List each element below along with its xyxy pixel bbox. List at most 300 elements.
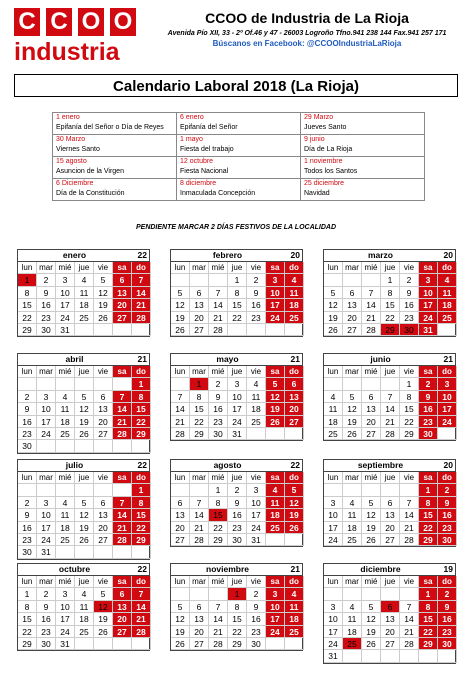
holiday-name: Todos los Santos	[304, 168, 358, 175]
day-grid	[171, 366, 302, 440]
day-cell: 21	[113, 416, 132, 428]
day-cell: 2	[18, 391, 37, 403]
empty-day-cell	[285, 324, 304, 336]
day-cell: 13	[113, 287, 132, 299]
day-cell: 15	[132, 403, 151, 415]
month-workdays: 20	[443, 460, 453, 470]
weekday-label: mié	[362, 262, 381, 274]
day-cell: 7	[362, 287, 381, 299]
day-cell: 7	[381, 391, 400, 403]
holiday-cell	[53, 157, 177, 179]
day-cell: 26	[324, 324, 343, 336]
day-cell: 30	[37, 638, 56, 650]
weekday-label: mar	[37, 366, 56, 378]
day-cell: 4	[75, 274, 94, 286]
day-cell: 2	[228, 484, 247, 496]
org-address: Avenida Pío XII, 33 - 2º Of.46 y 47 - 26003 Logroño Tfno.941 238 144 Fax.941 257 171	[167, 30, 447, 37]
holiday-date: 12 octubre	[180, 158, 214, 165]
weekday-label: vie	[94, 262, 113, 274]
day-cell: 19	[171, 312, 190, 324]
day-cell: 3	[56, 274, 75, 286]
holiday-date: 6 Diciembre	[56, 180, 94, 187]
day-cell: 13	[94, 403, 113, 415]
day-cell: 29	[132, 428, 151, 440]
logo-word: industria	[14, 38, 120, 66]
empty-day-cell	[324, 588, 343, 600]
day-cell: 21	[209, 312, 228, 324]
empty-day-cell	[381, 650, 400, 662]
logo-letter: O	[81, 8, 101, 35]
day-cell: 30	[438, 534, 457, 546]
holiday-name: Viernes Santo	[56, 146, 100, 153]
header	[0, 0, 474, 70]
day-cell: 4	[266, 484, 285, 496]
month-abril	[17, 353, 150, 454]
day-cell: 17	[324, 522, 343, 534]
holiday-cell	[177, 179, 301, 201]
empty-day-cell	[75, 440, 94, 452]
empty-day-cell	[438, 428, 457, 440]
day-cell: 15	[209, 509, 228, 521]
day-cell: 28	[113, 534, 132, 546]
weekday-label: sa	[266, 576, 285, 588]
holiday-date: 30 Marzo	[56, 136, 86, 143]
day-cell: 28	[400, 638, 419, 650]
weekday-label: jue	[381, 366, 400, 378]
day-cell: 14	[190, 509, 209, 521]
holiday-name: Fiesta del trabajo	[180, 146, 234, 153]
day-grid	[18, 576, 149, 650]
org-title: CCOO de Industria de La Rioja	[205, 10, 409, 26]
day-cell: 16	[419, 403, 438, 415]
day-cell: 13	[190, 299, 209, 311]
day-cell: 6	[381, 601, 400, 613]
day-cell: 22	[18, 626, 37, 638]
month-workdays: 22	[137, 250, 147, 260]
day-cell: 16	[228, 509, 247, 521]
empty-day-cell	[362, 484, 381, 496]
day-cell: 24	[438, 416, 457, 428]
day-cell: 28	[132, 626, 151, 638]
weekday-label: do	[132, 472, 151, 484]
weekday-label: do	[285, 472, 304, 484]
day-cell: 21	[190, 522, 209, 534]
day-cell: 30	[400, 324, 419, 336]
weekday-label: mié	[362, 366, 381, 378]
day-grid	[18, 262, 149, 336]
day-cell: 22	[400, 416, 419, 428]
day-cell: 5	[171, 601, 190, 613]
day-cell: 19	[75, 416, 94, 428]
day-cell: 15	[18, 299, 37, 311]
day-cell: 10	[56, 287, 75, 299]
day-cell: 5	[285, 484, 304, 496]
day-cell: 28	[209, 638, 228, 650]
weekday-label: lun	[171, 262, 190, 274]
weekday-label: do	[438, 262, 457, 274]
day-cell: 19	[362, 626, 381, 638]
day-cell: 29	[419, 534, 438, 546]
holiday-name: Navidad	[304, 190, 330, 197]
day-grid	[324, 262, 455, 336]
weekday-label: sa	[113, 576, 132, 588]
weekday-label: mar	[37, 262, 56, 274]
day-cell: 20	[171, 522, 190, 534]
day-cell: 1	[419, 588, 438, 600]
weekday-label: mié	[56, 576, 75, 588]
day-cell: 7	[209, 287, 228, 299]
month-header	[171, 460, 302, 472]
day-cell: 31	[37, 546, 56, 558]
empty-day-cell	[37, 484, 56, 496]
month-febrero	[170, 249, 303, 337]
day-cell: 11	[343, 509, 362, 521]
day-cell: 8	[419, 601, 438, 613]
day-cell: 25	[56, 534, 75, 546]
day-cell: 11	[75, 287, 94, 299]
day-cell: 21	[209, 626, 228, 638]
day-cell: 20	[113, 613, 132, 625]
empty-day-cell	[37, 440, 56, 452]
empty-day-cell	[113, 638, 132, 650]
day-cell: 1	[18, 588, 37, 600]
day-cell: 17	[324, 626, 343, 638]
day-cell: 30	[18, 440, 37, 452]
weekday-label: jue	[75, 262, 94, 274]
day-cell: 17	[438, 403, 457, 415]
day-cell: 23	[438, 522, 457, 534]
day-cell: 15	[400, 403, 419, 415]
day-cell: 1	[132, 484, 151, 496]
day-cell: 13	[190, 613, 209, 625]
day-cell: 2	[247, 274, 266, 286]
weekday-label: mar	[190, 472, 209, 484]
empty-day-cell	[362, 588, 381, 600]
day-cell: 18	[56, 522, 75, 534]
holiday-date: 1 enero	[56, 114, 80, 121]
empty-day-cell	[285, 534, 304, 546]
day-cell: 13	[381, 613, 400, 625]
weekday-label: lun	[18, 576, 37, 588]
day-cell: 12	[94, 287, 113, 299]
day-cell: 31	[324, 650, 343, 662]
day-cell: 24	[37, 428, 56, 440]
empty-day-cell	[419, 650, 438, 662]
month-workdays: 20	[443, 250, 453, 260]
day-cell: 14	[209, 299, 228, 311]
month-name: julio	[65, 460, 84, 470]
day-cell: 29	[228, 638, 247, 650]
day-cell: 12	[171, 299, 190, 311]
day-cell: 14	[362, 299, 381, 311]
empty-day-cell	[266, 534, 285, 546]
weekday-label: jue	[381, 472, 400, 484]
day-grid	[18, 472, 149, 559]
empty-day-cell	[171, 588, 190, 600]
weekday-label: mié	[209, 262, 228, 274]
holiday-name: Epifanía del Señor o Día de Reyes	[56, 124, 164, 131]
day-cell: 12	[343, 403, 362, 415]
empty-day-cell	[75, 324, 94, 336]
day-cell: 12	[94, 601, 113, 613]
weekday-label: sa	[419, 576, 438, 588]
day-cell: 6	[113, 274, 132, 286]
day-cell: 25	[285, 626, 304, 638]
weekday-label: sa	[419, 366, 438, 378]
day-cell: 10	[56, 601, 75, 613]
day-cell: 11	[56, 509, 75, 521]
day-cell: 29	[190, 428, 209, 440]
day-cell: 8	[132, 391, 151, 403]
day-cell: 4	[324, 391, 343, 403]
empty-day-cell	[132, 324, 151, 336]
empty-day-cell	[438, 650, 457, 662]
day-cell: 29	[400, 428, 419, 440]
day-cell: 29	[209, 534, 228, 546]
day-cell: 16	[400, 299, 419, 311]
day-cell: 1	[18, 274, 37, 286]
day-cell: 24	[324, 638, 343, 650]
day-cell: 27	[362, 428, 381, 440]
day-cell: 1	[400, 378, 419, 390]
day-cell: 13	[381, 509, 400, 521]
holiday-date: 1 mayo	[180, 136, 203, 143]
day-cell: 13	[362, 403, 381, 415]
day-cell: 31	[419, 324, 438, 336]
day-cell: 8	[381, 287, 400, 299]
day-cell: 19	[324, 312, 343, 324]
day-cell: 26	[75, 428, 94, 440]
day-cell: 30	[228, 534, 247, 546]
empty-day-cell	[56, 378, 75, 390]
day-cell: 28	[171, 428, 190, 440]
day-cell: 15	[228, 299, 247, 311]
day-cell: 24	[324, 534, 343, 546]
day-cell: 17	[56, 613, 75, 625]
day-cell: 27	[113, 626, 132, 638]
weekday-label: mar	[190, 576, 209, 588]
empty-day-cell	[94, 546, 113, 558]
day-cell: 26	[362, 638, 381, 650]
weekday-label: jue	[228, 366, 247, 378]
day-cell: 4	[56, 391, 75, 403]
day-cell: 21	[400, 626, 419, 638]
empty-day-cell	[75, 546, 94, 558]
day-cell: 27	[94, 428, 113, 440]
day-cell: 8	[228, 601, 247, 613]
month-name: diciembre	[360, 564, 401, 574]
day-cell: 12	[362, 509, 381, 521]
empty-day-cell	[113, 324, 132, 336]
day-cell: 10	[266, 601, 285, 613]
day-cell: 19	[171, 626, 190, 638]
day-cell: 11	[324, 403, 343, 415]
day-cell: 16	[247, 299, 266, 311]
weekday-label: lun	[324, 576, 343, 588]
day-cell: 9	[37, 601, 56, 613]
day-cell: 28	[381, 428, 400, 440]
logo-letter-box	[46, 8, 72, 36]
empty-day-cell	[285, 638, 304, 650]
day-cell: 6	[190, 601, 209, 613]
day-cell: 18	[75, 299, 94, 311]
day-cell: 15	[18, 613, 37, 625]
day-cell: 7	[400, 601, 419, 613]
day-cell: 13	[171, 509, 190, 521]
day-cell: 17	[266, 613, 285, 625]
day-cell: 14	[400, 509, 419, 521]
day-cell: 9	[419, 391, 438, 403]
day-cell: 23	[18, 534, 37, 546]
day-cell: 3	[324, 601, 343, 613]
day-cell: 12	[171, 613, 190, 625]
day-cell: 5	[362, 497, 381, 509]
day-cell: 28	[190, 534, 209, 546]
day-cell: 26	[94, 626, 113, 638]
weekday-label: vie	[400, 262, 419, 274]
day-cell: 8	[228, 287, 247, 299]
holiday-name: Epifanía del Señor	[180, 124, 238, 131]
day-cell: 6	[343, 287, 362, 299]
day-cell: 15	[228, 613, 247, 625]
holiday-name: Día de la Constitución	[56, 190, 125, 197]
weekday-label: sa	[419, 262, 438, 274]
weekday-label: jue	[75, 576, 94, 588]
day-cell: 23	[247, 312, 266, 324]
day-cell: 26	[171, 638, 190, 650]
day-cell: 29	[132, 534, 151, 546]
weekday-label: jue	[228, 472, 247, 484]
weekday-label: vie	[247, 472, 266, 484]
day-cell: 13	[94, 509, 113, 521]
empty-day-cell	[247, 428, 266, 440]
day-cell: 12	[266, 391, 285, 403]
day-cell: 7	[113, 497, 132, 509]
weekday-label: lun	[171, 472, 190, 484]
month-workdays: 21	[290, 564, 300, 574]
day-cell: 1	[228, 588, 247, 600]
day-cell: 21	[113, 522, 132, 534]
weekday-label: do	[285, 262, 304, 274]
day-cell: 1	[381, 274, 400, 286]
day-cell: 11	[343, 613, 362, 625]
day-cell: 13	[343, 299, 362, 311]
weekday-label: lun	[171, 576, 190, 588]
empty-day-cell	[171, 378, 190, 390]
day-cell: 28	[209, 324, 228, 336]
holidays-table	[52, 112, 425, 201]
day-cell: 6	[113, 588, 132, 600]
weekday-label: vie	[94, 576, 113, 588]
month-header	[171, 250, 302, 262]
day-cell: 27	[285, 416, 304, 428]
holiday-date: 15 agosto	[56, 158, 87, 165]
day-cell: 6	[381, 497, 400, 509]
day-cell: 25	[438, 312, 457, 324]
day-cell: 20	[190, 312, 209, 324]
month-workdays: 22	[137, 460, 147, 470]
day-cell: 23	[419, 416, 438, 428]
day-cell: 10	[324, 613, 343, 625]
weekday-label: mar	[37, 472, 56, 484]
logo-letter-box	[14, 8, 40, 36]
holiday-date: 9 junio	[304, 136, 325, 143]
logo-letter: C	[18, 8, 36, 35]
holiday-cell	[301, 179, 425, 201]
empty-day-cell	[171, 484, 190, 496]
day-cell: 25	[56, 428, 75, 440]
weekday-label: mié	[209, 366, 228, 378]
empty-day-cell	[266, 324, 285, 336]
logo-letter: C	[50, 8, 68, 35]
weekday-label: mar	[343, 472, 362, 484]
day-cell: 2	[419, 378, 438, 390]
month-junio	[323, 353, 456, 441]
holiday-name: Asuncion de la Virgen	[56, 168, 124, 175]
day-grid	[324, 472, 455, 546]
day-cell: 12	[324, 299, 343, 311]
weekday-label: jue	[228, 576, 247, 588]
day-grid	[324, 366, 455, 440]
day-cell: 3	[266, 274, 285, 286]
empty-day-cell	[362, 650, 381, 662]
day-cell: 8	[18, 601, 37, 613]
empty-day-cell	[209, 588, 228, 600]
day-cell: 26	[266, 416, 285, 428]
weekday-label: do	[132, 366, 151, 378]
day-cell: 25	[75, 626, 94, 638]
day-cell: 2	[18, 497, 37, 509]
day-cell: 5	[94, 274, 113, 286]
weekday-label: lun	[18, 366, 37, 378]
day-cell: 26	[285, 522, 304, 534]
month-header	[18, 250, 149, 262]
day-cell: 1	[209, 484, 228, 496]
day-cell: 14	[171, 403, 190, 415]
day-cell: 16	[37, 299, 56, 311]
day-cell: 4	[438, 274, 457, 286]
day-cell: 30	[247, 638, 266, 650]
weekday-label: sa	[266, 366, 285, 378]
day-cell: 1	[419, 484, 438, 496]
day-cell: 10	[419, 287, 438, 299]
day-cell: 31	[228, 428, 247, 440]
day-cell: 6	[190, 287, 209, 299]
day-cell: 8	[209, 497, 228, 509]
empty-day-cell	[400, 588, 419, 600]
day-cell: 9	[400, 287, 419, 299]
holiday-cell	[177, 113, 301, 135]
day-cell: 15	[381, 299, 400, 311]
day-cell: 7	[113, 391, 132, 403]
facebook-link[interactable]: Búscanos en Facebook: @CCOOIndustriaLaRioja	[212, 39, 402, 48]
empty-day-cell	[438, 324, 457, 336]
day-cell: 6	[362, 391, 381, 403]
empty-day-cell	[190, 588, 209, 600]
day-cell: 27	[381, 638, 400, 650]
day-cell: 28	[132, 312, 151, 324]
empty-day-cell	[75, 378, 94, 390]
day-cell: 20	[94, 522, 113, 534]
day-cell: 12	[285, 497, 304, 509]
day-cell: 8	[400, 391, 419, 403]
day-cell: 12	[75, 509, 94, 521]
day-cell: 23	[37, 626, 56, 638]
calendar-title: Calendario Laboral 2018 (La Rioja)	[14, 74, 458, 97]
day-cell: 18	[343, 626, 362, 638]
empty-day-cell	[209, 274, 228, 286]
day-cell: 3	[228, 378, 247, 390]
